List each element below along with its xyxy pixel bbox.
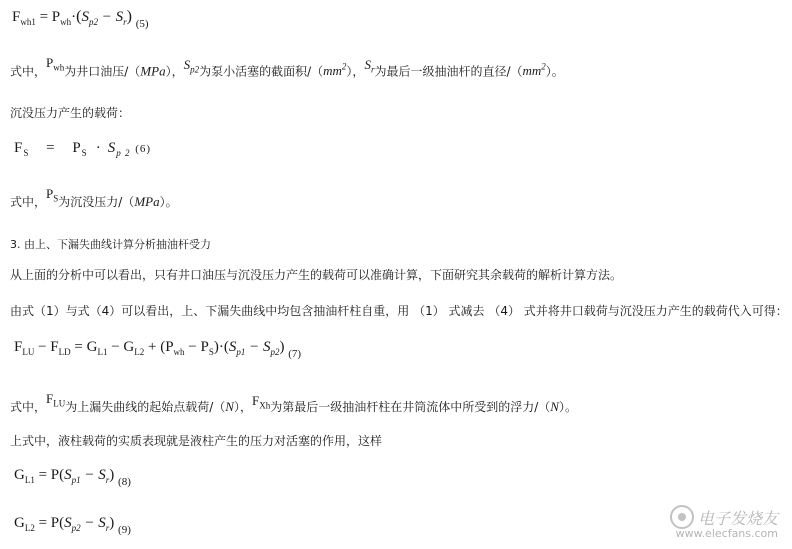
watermark-url: www.elecfans.com [675, 527, 778, 540]
equation-8: $G_{L1} = P(S_{p1} - S_r)$ $_{(8)}$ [14, 467, 131, 488]
elecfans-logo-icon [670, 505, 694, 529]
equation-7-number: (7) [288, 348, 302, 360]
paragraph-liquid-column: 上式中，液柱载荷的实质表现就是液柱产生的压力对活塞的作用，这样 [10, 434, 383, 448]
paragraph-ps-definition: 式中，$P_S$为沉没压力/（MPa）。 [10, 186, 178, 209]
paragraph-derivation: 由式（1）与式（4）可以看出，上、下漏失曲线中均包含抽油杆柱自重，用 （1） 式减去 （4） 式并将井口载荷与沉没压力产生的载荷代入可得： [10, 304, 788, 318]
section-heading-3: 3. 由上、下漏失曲线计算分析抽油杆受力 [10, 238, 211, 251]
equation-5: $F_{wh1} = P_{wh}\cdot(S_{p2} - S_r)$ $_{(5)}$ [12, 8, 149, 30]
equation-7: $F_{LU} - F_{LD} = G_{L1} - G_{L2} + (P_{wh} - P_S)\cdot(S_{p1} - S_{p2})$ $_{(7)}$ [14, 339, 302, 360]
equation-8-number: (8) [118, 476, 131, 488]
paragraph-submergence-load: 沉没压力产生的载荷： [10, 106, 131, 120]
watermark [670, 505, 778, 540]
watermark-text: 电子发烧友 [697, 508, 778, 528]
equation-9-number: (9) [118, 524, 131, 536]
equation-5-number: (5) [135, 18, 149, 30]
equation-9: $G_{L2} = P(S_{p2} - S_r)$ $_{(9)}$ [14, 515, 131, 536]
paragraph-flu-definition: 式中，$F_{LU}$为上漏失曲线的起始点载荷/（N），$F_{Xh}$为第最后一级抽油杆柱在井筒流体中所受到的浮力/（N）。 [10, 391, 577, 414]
equation-6-number: (6) [135, 143, 152, 155]
paragraph-pwh-definition: 式中，$P_{wh}$为井口油压/（MPa），$S_{p2}$为泵小活塞的截面积$/(mm^2)$，$S_r$为最后一级抽油杆的直径$/(mm^2)$。 [10, 55, 564, 79]
paragraph-analysis: 从上面的分析中可以看出，只有井口油压与沉没压力产生的载荷可以准确计算，下面研究其余载荷的解析计算方法。 [10, 268, 623, 282]
equation-6: $F_S = P_S \cdot S_{p 2}$ (6) [14, 140, 152, 158]
